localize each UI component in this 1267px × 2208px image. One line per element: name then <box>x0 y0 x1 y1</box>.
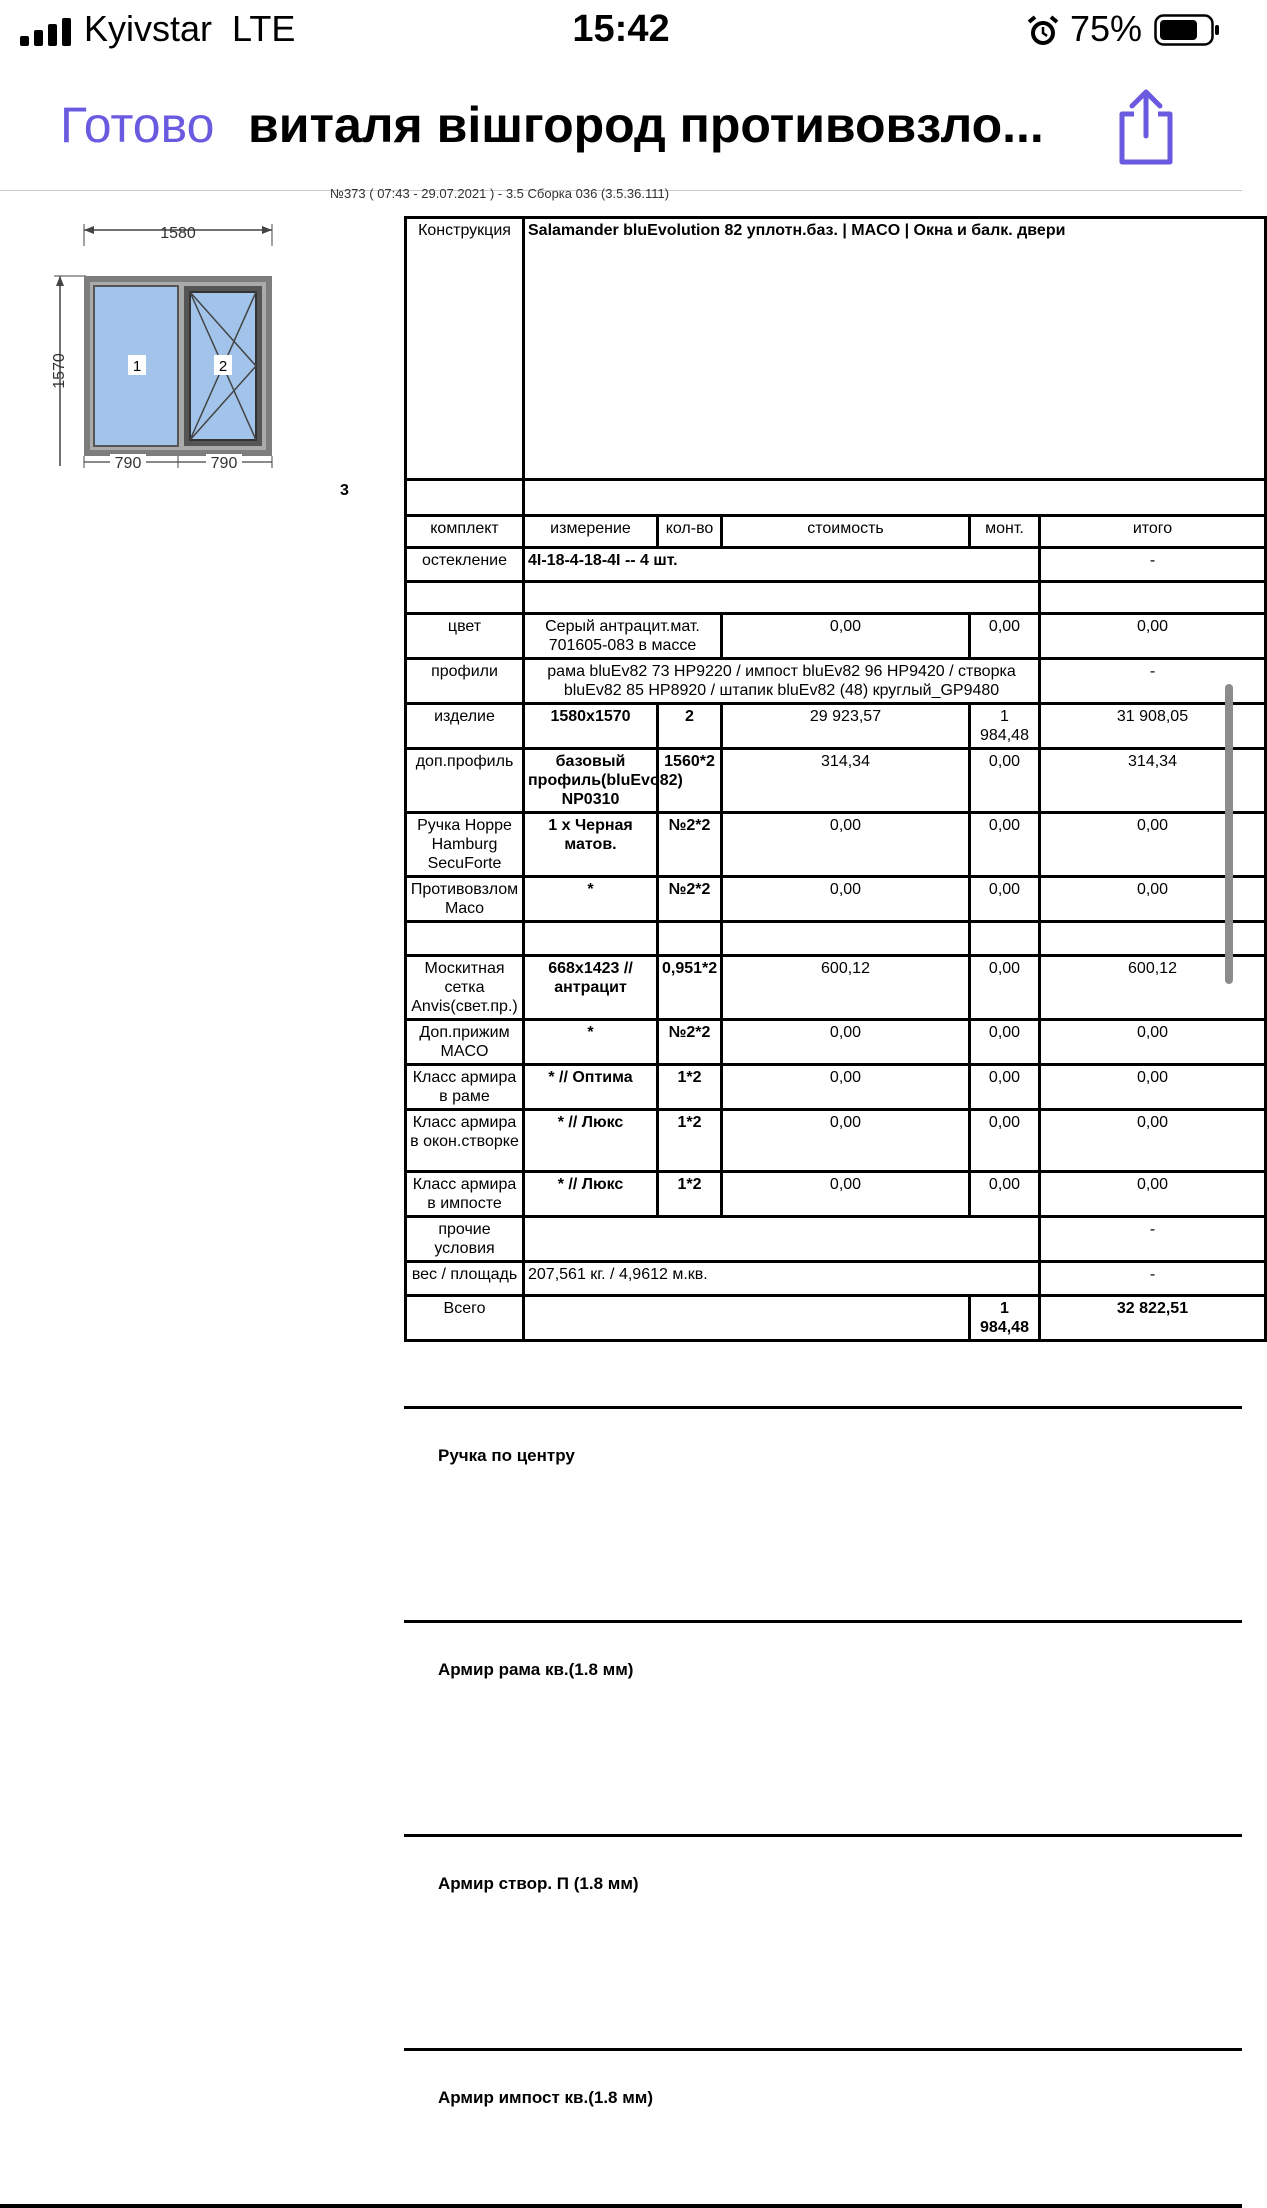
sum-label: Всего <box>406 1296 524 1341</box>
color-label: цвет <box>406 614 524 659</box>
color-value: Серый антрацит.мат. 701605-083 в массе <box>524 614 722 659</box>
note-divider <box>404 2048 1242 2051</box>
battery-percent: 75% <box>1070 8 1143 49</box>
table-row <box>406 813 1266 877</box>
profiles-total: - <box>1040 659 1266 704</box>
row-qty: №2*2 <box>658 877 722 922</box>
table-row <box>406 704 1266 749</box>
alarm-icon <box>1026 14 1060 48</box>
row-dimension: 1 x Черная матов. <box>524 813 658 877</box>
row-total: 0,00 <box>1040 1065 1266 1110</box>
table-row <box>406 1065 1266 1110</box>
status-bar <box>0 0 1242 62</box>
row-install: 0,00 <box>970 956 1040 1020</box>
note-text: Армир импост кв.(1.8 мм) <box>438 2088 654 2107</box>
row-install: 0,00 <box>970 1020 1040 1065</box>
row-label: Противовзлом Maco <box>406 877 524 922</box>
row-cost: 0,00 <box>722 1065 970 1110</box>
row-cost: 0,00 <box>722 1020 970 1065</box>
row-cost: 29 923,57 <box>722 704 970 749</box>
row-dimension: * // Люкс <box>524 1110 658 1172</box>
row-dimension: 1580x1570 <box>524 704 658 749</box>
row-qty: 0,951*2 <box>658 956 722 1020</box>
row-qty: 1560*2 <box>658 749 722 813</box>
row-install: 0,00 <box>970 1110 1040 1172</box>
svg-text:790: 790 <box>210 455 238 472</box>
glazing-label: остекление <box>406 548 524 582</box>
svg-text:1570: 1570 <box>51 353 68 389</box>
row-qty: 2 <box>658 704 722 749</box>
color-cost: 0,00 <box>722 614 970 659</box>
row-install: 0,00 <box>970 749 1040 813</box>
position-number: 3 <box>340 482 349 499</box>
header-cost: стоимость <box>722 516 970 548</box>
table-row <box>406 956 1266 1020</box>
construction-label: Конструкция <box>406 218 524 480</box>
nav-bar <box>0 62 1242 191</box>
color-total: 0,00 <box>1040 614 1266 659</box>
svg-text:2: 2 <box>218 358 228 375</box>
svg-text:790: 790 <box>114 455 142 472</box>
row-label: изделие <box>406 704 524 749</box>
table-row <box>406 1020 1266 1065</box>
document-view[interactable] <box>0 186 1242 2208</box>
window-sketch <box>50 216 282 472</box>
row-qty: №2*2 <box>658 1020 722 1065</box>
spec-table <box>404 216 1267 1342</box>
header-kit: комплект <box>406 516 524 548</box>
other-conditions-label: прочие условия <box>406 1217 524 1262</box>
share-icon[interactable] <box>1112 86 1180 166</box>
profiles-label: профили <box>406 659 524 704</box>
header-install: монт. <box>970 516 1040 548</box>
scrollbar[interactable] <box>1225 684 1233 984</box>
note-divider <box>404 1620 1242 1623</box>
glazing-total: - <box>1040 548 1266 582</box>
color-install: 0,00 <box>970 614 1040 659</box>
row-cost: 0,00 <box>722 1172 970 1217</box>
row-total: 0,00 <box>1040 1172 1266 1217</box>
row-dimension: базовый профиль(bluEvo82) NP0310 <box>524 749 658 813</box>
svg-text:1580: 1580 <box>160 225 196 242</box>
row-qty: 1*2 <box>658 1110 722 1172</box>
document-header: №373 ( 07:43 - 29.07.2021 ) - 3.5 Сборка 036 (3.5.36.111) <box>330 186 670 201</box>
carrier-label: Kyivstar LTE <box>84 8 296 49</box>
row-label: Класс армира в раме <box>406 1065 524 1110</box>
row-total: 314,34 <box>1040 749 1266 813</box>
note-text: Армир створ. П (1.8 мм) <box>438 1874 639 1893</box>
row-total: 31 908,05 <box>1040 704 1266 749</box>
row-cost: 0,00 <box>722 1110 970 1172</box>
weight-total: - <box>1040 1262 1266 1296</box>
row-dimension: 668x1423 // антрацит <box>524 956 658 1020</box>
bottom-edge <box>0 2204 1242 2208</box>
row-install: 0,00 <box>970 1172 1040 1217</box>
construction-value: Salamander bluEvolution 82 уплотн.баз. | MACO | Окна и балк. двери <box>524 218 1266 480</box>
row-install: 0,00 <box>970 813 1040 877</box>
profiles-value: рама bluEv82 73 HP9220 / импост bluEv82 96 HP9420 / створка bluEv82 85 HP8920 / штапик bluEv82 (48) круглый_GP9480 <box>524 659 1040 704</box>
row-label: доп.профиль <box>406 749 524 813</box>
weight-label: вес / площадь <box>406 1262 524 1296</box>
row-label: Класс армира в импосте <box>406 1172 524 1217</box>
row-label: Ручка Hoppe Hamburg SecuForte <box>406 813 524 877</box>
row-total: 0,00 <box>1040 1110 1266 1172</box>
note-text: Ручка по центру <box>438 1446 575 1465</box>
table-row <box>406 1110 1266 1172</box>
row-cost: 0,00 <box>722 813 970 877</box>
sum-install: 1 984,48 <box>970 1296 1040 1341</box>
sum-total: 32 822,51 <box>1040 1296 1266 1341</box>
table-row <box>406 749 1266 813</box>
row-install: 0,00 <box>970 1065 1040 1110</box>
row-label: Класс армира в окон.створке <box>406 1110 524 1172</box>
row-total: 0,00 <box>1040 877 1266 922</box>
clock: 15:42 <box>572 8 670 50</box>
row-label: Москитная сетка Anvis(свет.пр.) <box>406 956 524 1020</box>
row-total: 0,00 <box>1040 813 1266 877</box>
header-dimension: измерение <box>524 516 658 548</box>
header-total: итого <box>1040 516 1266 548</box>
table-row <box>406 877 1266 922</box>
table-row <box>406 1172 1266 1217</box>
row-dimension: * // Оптима <box>524 1065 658 1110</box>
weight-value: 207,561 кг. / 4,9612 м.кв. <box>524 1262 1040 1296</box>
done-button[interactable]: Готово <box>60 97 215 153</box>
note-text: Армир рама кв.(1.8 мм) <box>438 1660 634 1679</box>
other-conditions-total: - <box>1040 1217 1266 1262</box>
row-label: Доп.прижим MACO <box>406 1020 524 1065</box>
row-total: 600,12 <box>1040 956 1266 1020</box>
row-qty: №2*2 <box>658 813 722 877</box>
row-cost: 0,00 <box>722 877 970 922</box>
row-cost: 600,12 <box>722 956 970 1020</box>
note-divider <box>404 1834 1242 1837</box>
row-install: 1 984,48 <box>970 704 1040 749</box>
glazing-value: 4I-18-4-18-4I -- 4 шт. <box>524 548 1040 582</box>
network-label: LTE <box>232 8 296 49</box>
row-dimension: * <box>524 1020 658 1065</box>
row-dimension: * <box>524 877 658 922</box>
row-dimension: * // Люкс <box>524 1172 658 1217</box>
row-cost: 314,34 <box>722 749 970 813</box>
document-title: виталя вішгород противовзло... <box>248 97 1044 153</box>
battery-icon <box>1154 14 1220 46</box>
row-install: 0,00 <box>970 877 1040 922</box>
row-total: 0,00 <box>1040 1020 1266 1065</box>
row-qty: 1*2 <box>658 1065 722 1110</box>
note-divider <box>404 1406 1242 1409</box>
row-qty: 1*2 <box>658 1172 722 1217</box>
svg-text:1: 1 <box>132 358 142 375</box>
header-qty: кол-во <box>658 516 722 548</box>
